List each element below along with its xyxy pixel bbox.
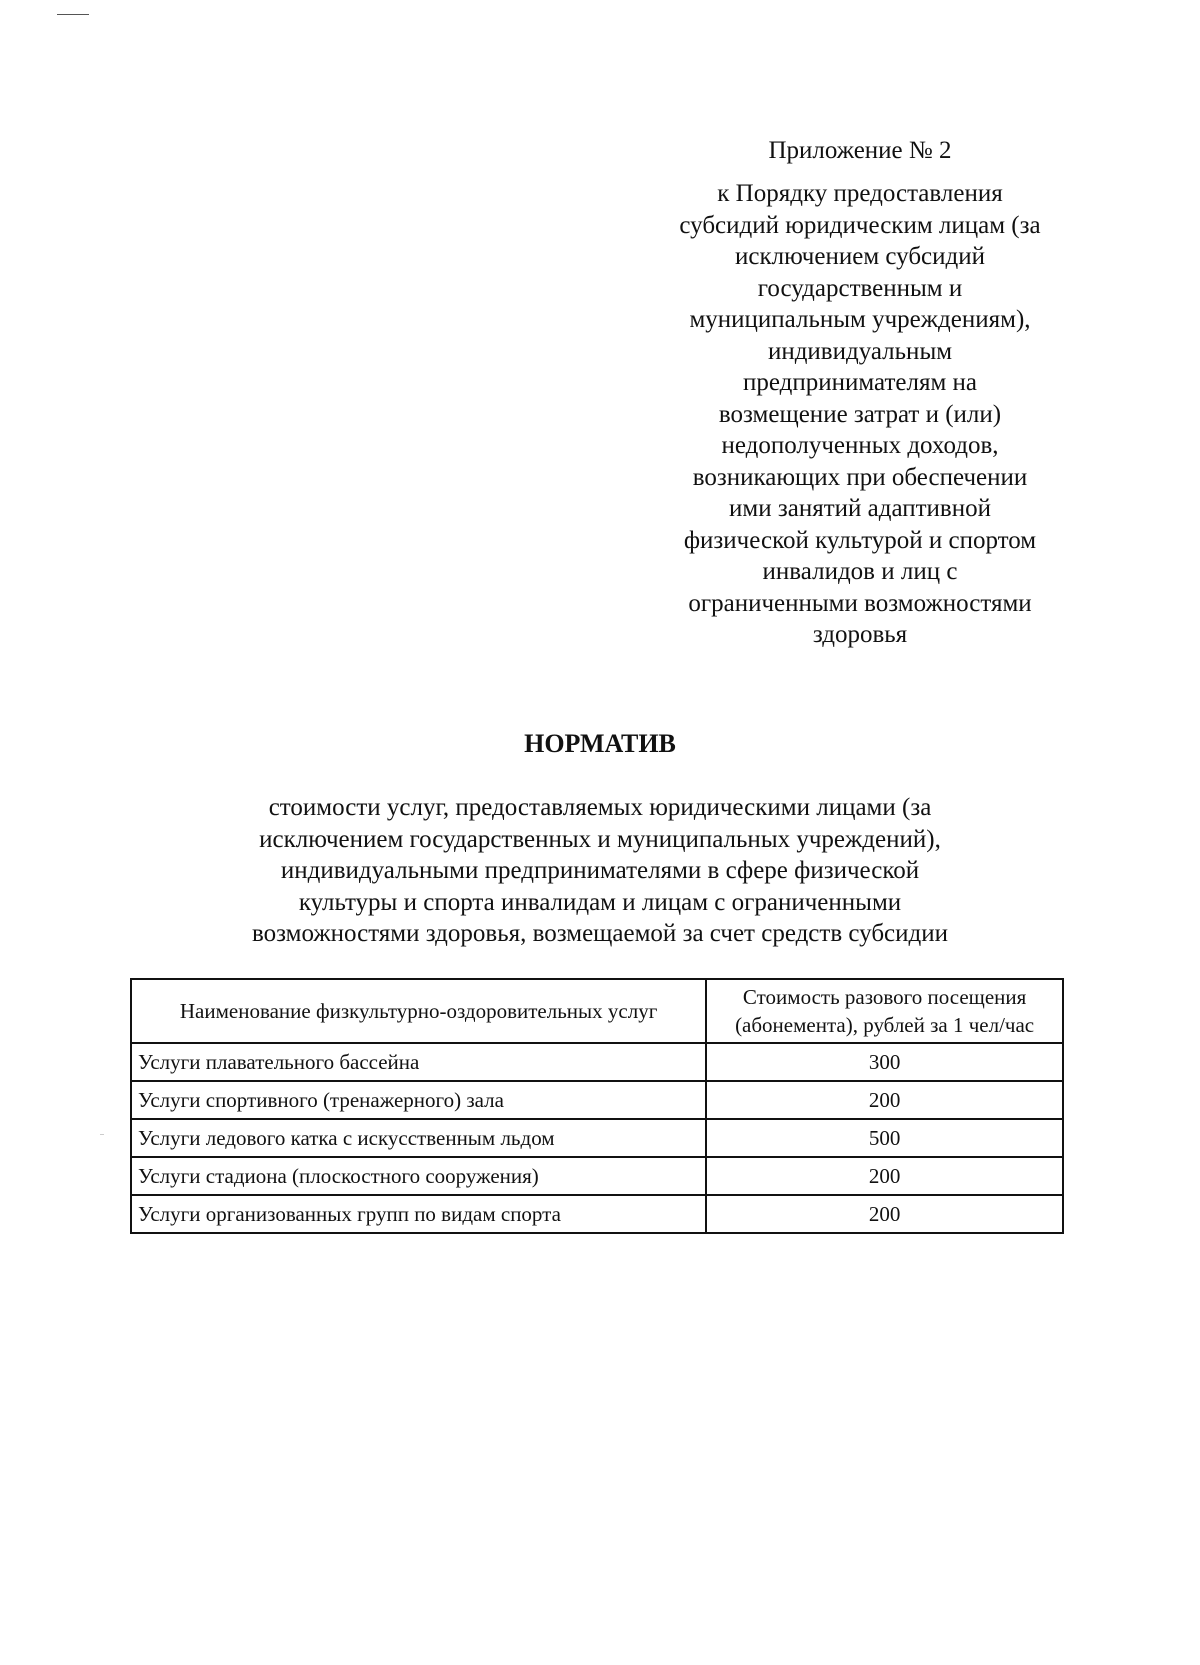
appendix-line: физической культурой и спортом [683,526,1037,554]
document-title: НОРМАТИВ [524,729,676,758]
table-row [131,1195,1063,1233]
service-name-cell: Услуги плавательного бассейна [131,1043,706,1081]
header-cost-line: (абонемента), рублей за 1 чел/час [735,1013,1035,1037]
header-service-text: Наименование физкультурно-оздоровительных услуг [179,999,658,1023]
scan-artifact-mark [57,14,89,15]
appendix-line: инвалидов и лиц с [762,558,958,585]
appendix-reference [660,178,1060,651]
table-row [131,1119,1063,1157]
appendix-line: субсидий юридическим лицам (за [679,211,1041,239]
header-cost [706,979,1063,1043]
service-name-cell: Услуги организованных групп по видам спорта [131,1195,706,1233]
service-name-cell: Услуги спортивного (тренажерного) зала [131,1081,706,1119]
cost-cell: 300 [706,1043,1063,1081]
appendix-line: возмещение затрат и (или) [718,400,1002,428]
appendix-line: муниципальным учреждениям), [689,306,1031,333]
header-service-name [131,979,706,1043]
appendix-line: к Порядку предоставления [717,180,1003,207]
appendix-line: ограниченными возможностями [688,589,1032,617]
appendix-line: индивидуальным [767,337,953,365]
appendix-line: предпринимателям на [742,369,978,396]
scan-artifact-dot [100,1134,104,1135]
table-row [131,1081,1063,1119]
table-row [131,1043,1063,1081]
header-cost-line: Стоимость разового посещения [742,985,1027,1009]
document-subtitle [170,792,1030,950]
appendix-line: возникающих при обеспечении [692,463,1028,491]
appendix-number: Приложение № 2 [768,137,952,164]
cost-cell: 500 [706,1119,1063,1157]
cost-cell: 200 [706,1195,1063,1233]
appendix-line: здоровья [812,621,908,648]
subtitle-line: культуры и спорта инвалидам и лицам с ограниченными [298,888,902,916]
subtitle-line: возможностями здоровья, возмещаемой за счет средств субсидии [251,920,948,947]
appendix-line: ими занятий адаптивной [729,495,991,522]
table-row [131,1157,1063,1195]
appendix-line: исключением субсидий [734,243,986,270]
service-name-cell: Услуги ледового катка с искусственным льдом [131,1119,706,1157]
services-cost-table [130,978,1064,1234]
table-header-row [131,979,1063,1043]
appendix-line: недополученных доходов, [721,432,999,459]
cost-cell: 200 [706,1081,1063,1119]
subtitle-line: индивидуальными предпринимателями в сфере физической [280,857,920,884]
service-name-cell: Услуги стадиона (плоскостного сооружения) [131,1157,706,1195]
subtitle-line: исключением государственных и муниципальных учреждений), [259,825,941,853]
cost-cell: 200 [706,1157,1063,1195]
appendix-line: государственным и [757,274,963,302]
subtitle-line: стоимости услуг, предоставляемых юридическими лицами (за [268,794,932,821]
